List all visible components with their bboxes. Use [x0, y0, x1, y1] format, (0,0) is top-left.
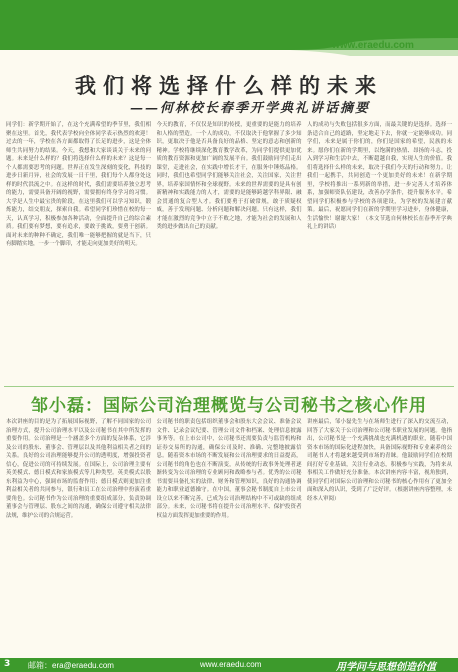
article2-text: 讲座最后，邹小磊先生与在场师生进行了深入的交流互动，回答了大家关于公司治理和公司秘书职业发展的问题。他指出，公司秘书是一个充满挑战也充满机遇的职业，随着中国资本市场的国际化进程加快，具备国际视野和专业素养的公司秘书人才将越来越受到市场的青睐。他鼓励同学们在校期间打好专业基础，关注行业动态，积极参与实践，为将来从事相关工作做好充分准备。本次讲座内容丰富，视角独到，使同学们对国际公司治理和公司秘书的核心作用有了更加全面和深入的认识，受到了广泛好评。（根据讲座内容整理，未经本人审阅） [307, 419, 452, 502]
section-divider [4, 386, 454, 387]
article2-body [6, 418, 452, 656]
article1-subtitle: ——何林校长春季开学典礼讲话摘要 [130, 101, 371, 116]
article1-text: 今天的教育，不仅仅是知识的传授，更重要的是能力的培养和人格的塑造。一个人的成功，不仅取决于他掌握了多少知识，更取决于他是否具备良好的品格、坚定的意志和创新的精神。学校将继续深化教育教学改革，为同学们提供更加优质的教育资源和更加广阔的发展平台。我们鼓励同学们走出课堂，走进社会，在实践中增长才干，在服务中锤炼品格。同时，我们也希望同学们能够关注社会，关注国家，关注世界，培养家国情怀和全球视野。未来的世界需要的是具有创新精神和实践能力的人才，需要的是能够跨越学科界限、融会贯通的复合型人才。我们要勇于打破常规，敢于质疑权威，善于发现问题、分析问题和解决问题。只有这样，我们才能在激烈的竞争中立于不败之地，才能为社会的发展和人类的进步做出自己的贡献。 [156, 122, 302, 230]
article2-text: 公司秘书的职责包括组织董事会和股东大会会议、准备会议文件、记录会议纪要、管理公司文件和档案、处理信息披露事务等。在上市公司中，公司秘书还需要负责与监管机构和证券交易所的沟通，确保公司及时、准确、完整地披露信息。随着资本市场的不断发展和公司治理要求的日益提高，公司秘书的角色也在不断演变，从传统的行政事务处理者逐渐转变为公司治理的专业顾问和战略参与者。优秀的公司秘书需要具备扎实的法律、财务和管理知识，良好的沟通协调能力和职业道德操守。在中国，董事会秘书制度自上市公司设立以来不断完善，已成为公司治理结构中不可或缺的组成部分。未来，公司秘书将在提升公司治理水平、保护投资者权益方面发挥更加重要的作用。 [156, 419, 302, 519]
page-footer [0, 658, 458, 672]
footer-email: 邮箱：era@eraedu.com [28, 661, 114, 670]
article1-column [157, 121, 302, 385]
article1-column [307, 121, 452, 385]
article1-title: 我们将选择什么样的未来 [75, 73, 383, 98]
footer-slogan: 用学问与思想创造价值 [336, 662, 436, 672]
article2-text: 本次讲座的目的是为了拓展国际视野，了解不同国家的公司治理方式，提升公司治理水平以及公司秘书在其中所发挥的重要作用。公司治理是一个涵盖多个方面的复杂体系，它涉及公司的股东、董事会、管理层以及其他利益相关者之间的关系。良好的公司治理能够提升公司的透明度，增强投资者信心，促进公司的可持续发展。在国际上，公司治理主要有英美模式、德日模式和家族模式等几种类型。英美模式以股东利益为中心，强调市场的监督作用；德日模式则更加注重利益相关者的共同参与，银行和员工在公司治理中扮演着重要角色。公司秘书作为公司治理的重要组成部分，负责协调董事会与管理层、股东之间的沟通，确保公司遵守相关法律法规，维护公司的合规运营。 [6, 419, 151, 519]
footer-website: www.eraedu.com [200, 660, 262, 669]
article1-column [6, 121, 151, 385]
article2-column [6, 418, 151, 656]
article1-text: 同学们：新学期开始了，在这个充满希望的季节里，我们相聚在这里。首先，我代表学校向全体同学表示热烈的欢迎！过去的一年，学校在各方面都取得了长足的进步，这是全体师生共同努力的结果。今天，我想和大家谈谈关于未来的问题。未来是什么样的？我们将选择什么样的未来？这是每一个人都需要思考的问题。世界正在发生深刻的变化，科技的进步日新月异，社会的发展一日千里，我们每个人都身处这样的时代洪流之中。在这样的时代，我们需要培养独立思考的能力，需要具备开阔的视野，需要拥有终身学习的习惯。大学是人生中最宝贵的阶段，在这里我们可以学习知识，锻炼能力，结交朋友，探索自我。希望同学们珍惜在校的每一天，认真学习，积极参加各种活动，全面提升自己的综合素质。我们要有梦想，要有追求，要敢于挑战，要勇于创新。面对未来的种种不确定，我们唯一能够把握的就是当下，只有脚踏实地，一步一个脚印，才能走向更加美好的明天。 [6, 122, 151, 247]
article1-body [6, 121, 452, 385]
footer-page-number: 3 [4, 659, 11, 669]
article2-column [157, 418, 302, 656]
article1-text: 人的成功与失败包括很多方面，而最关键的是选择。选择一条适合自己的道路，坚定地走下去，你就一定能够成功。同学们，未来是属于你们的，你们是国家的希望，民族的未来。愿你们在新的学期里，以饱满的热情、昂扬的斗志，投入到学习和生活中去，不断超越自我，实现人生的价值。我们将选择什么样的未来，取决于我们今天的行动和努力。让我们一起携手，共同创造一个更加美好的未来！在新学期里，学校将推出一系列新的举措，进一步完善人才培养体系，加强师资队伍建设，改善办学条件，提升服务水平。希望同学们积极参与学校的各项建设，为学校的发展建言献策。最后，祝愿同学们在新的学期里学习进步，身体健康，生活愉快！谢谢大家！（本文节选自何林校长在春季开学典礼上的讲话） [307, 122, 452, 230]
article2-column [307, 418, 452, 656]
website-url-2: www.eraedu.com [332, 40, 414, 51]
header-wave [0, 0, 458, 72]
article2-title: 邹小磊：国际公司治理概览与公司秘书之核心作用 [31, 396, 427, 416]
